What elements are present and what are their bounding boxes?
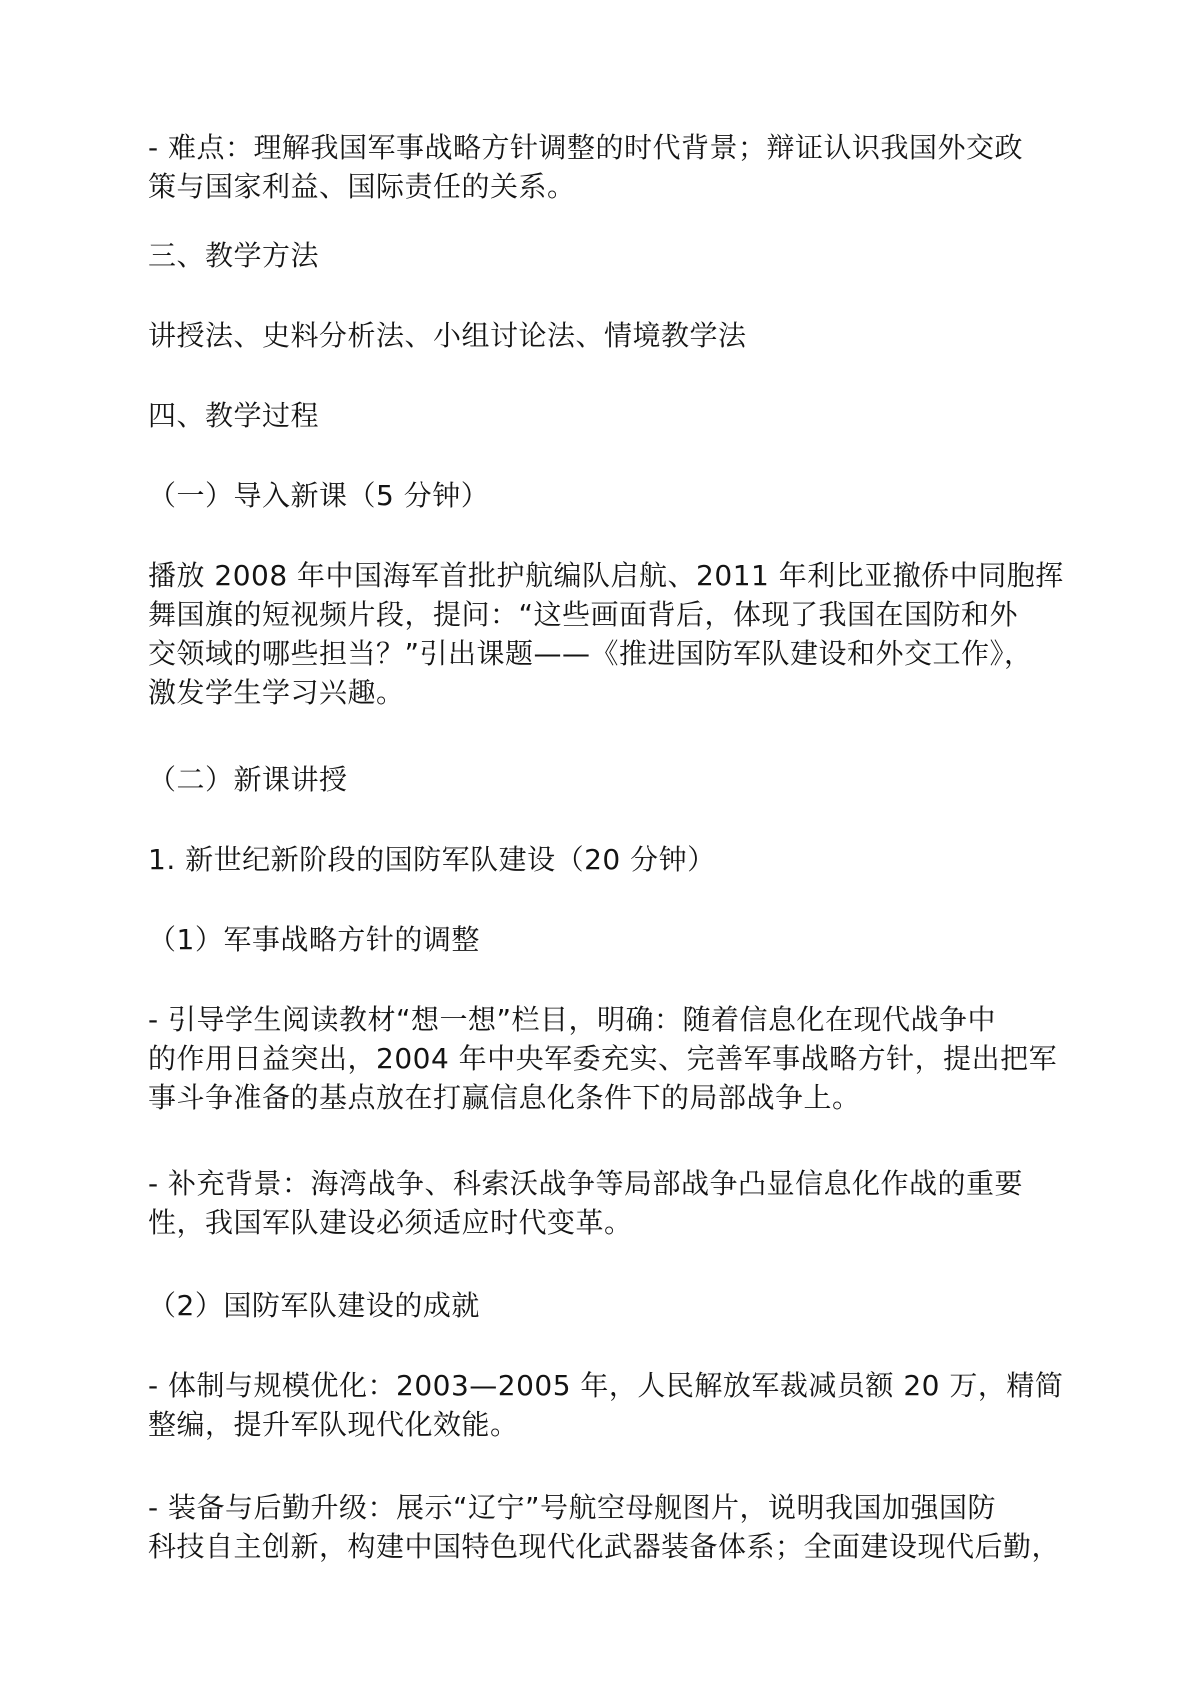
paragraph-introduction: 播放 2008 年中国海军首批护航编队启航、2011 年利比亚撤侨中同胞挥 舞国旗的短视频片段，提问：“这些画面背后，体现了我国在国防和外 交领域的哪些担当？”引出课题——《推进国防军队建设和外交工作》， 激发学生学习兴趣。 (148, 559, 1064, 709)
paragraph-equipment: - 装备与后勤升级：展示“辽宁”号航空母舰图片，说明我国加强国防 科技自主创新，构建中国特色现代化武器装备体系；全面建设现代后勤， (148, 1491, 1061, 1563)
paragraph-methods: 讲授法、史料分析法、小组讨论法、情境教学法 (148, 319, 747, 352)
paragraph-strategy: - 引导学生阅读教材“想一想”栏目，明确：随着信息化在现代战争中 的作用日益突出，2004 年中央军委充实、完善军事战略方针，提出把军 事斗争准备的基点放在打赢信息化条件下的局部战争上。 (148, 1003, 1058, 1114)
heading-introduction: （一）导入新课（5 分钟） (148, 479, 490, 512)
heading-subsection-1: （1）军事战略方针的调整 (148, 923, 480, 956)
heading-new-lesson: （二）新课讲授 (148, 763, 348, 796)
heading-subsection-2: （2）国防军队建设的成就 (148, 1289, 480, 1322)
paragraph-background: - 补充背景：海湾战争、科索沃战争等局部战争凸显信息化作战的重要 性，我国军队建设必须适应时代变革。 (148, 1167, 1024, 1239)
paragraph-system: - 体制与规模优化：2003—2005 年，人民解放军裁减员额 20 万，精简 整编，提升军队现代化效能。 (148, 1369, 1064, 1441)
heading-teaching-methods: 三、教学方法 (148, 239, 320, 272)
heading-teaching-process: 四、教学过程 (148, 399, 320, 432)
heading-section-1: 1. 新世纪新阶段的国防军队建设（20 分钟） (148, 843, 716, 876)
paragraph-difficulty: - 难点：理解我国军事战略方针调整的时代背景；辩证认识我国外交政 策与国家利益、国际责任的关系。 (148, 131, 1024, 203)
